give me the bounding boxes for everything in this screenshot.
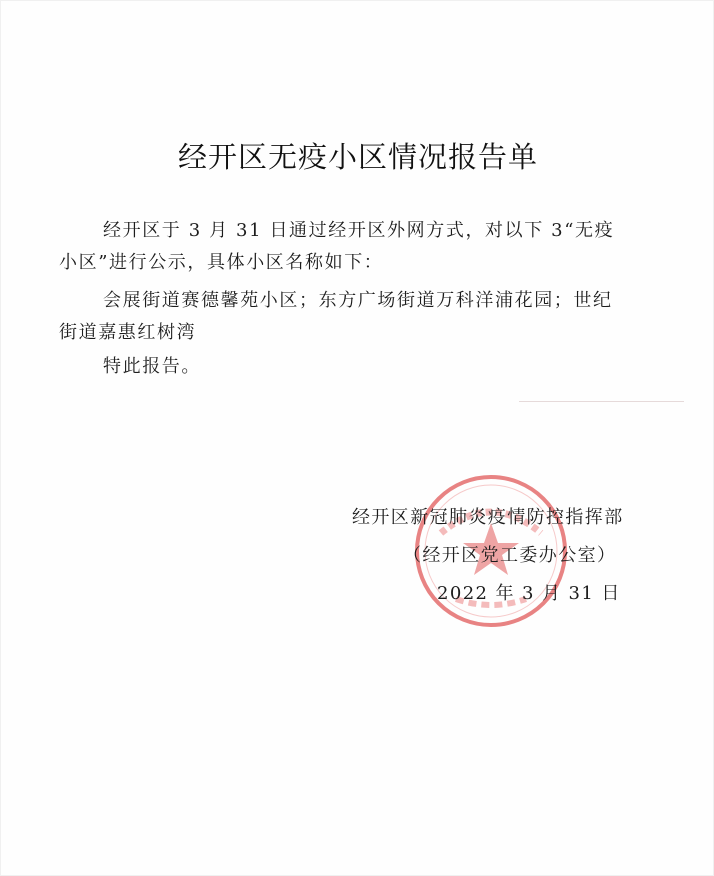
signature-office: （经开区党工委办公室）	[403, 545, 617, 566]
closing-statement: 特此报告。	[103, 356, 201, 377]
body-paragraph-1-line-1: 经开区于 3 月 31 日通过经开区外网方式，对以下 3“无疫	[103, 220, 615, 241]
faint-divider	[519, 401, 684, 402]
community-list-line-2: 街道嘉惠红树湾	[59, 322, 197, 343]
community-list-line-1: 会展街道赛德馨苑小区；东方广场街道万科洋浦花园；世纪	[103, 290, 613, 311]
document-title: 经开区无疫小区情况报告单	[177, 140, 538, 174]
signature-date: 2022 年 3 月 31 日	[437, 583, 621, 604]
body-paragraph-1-line-2: 小区”进行公示，具体小区名称如下：	[59, 252, 384, 273]
signature-organization: 经开区新冠肺炎疫情防控指挥部	[352, 507, 624, 528]
